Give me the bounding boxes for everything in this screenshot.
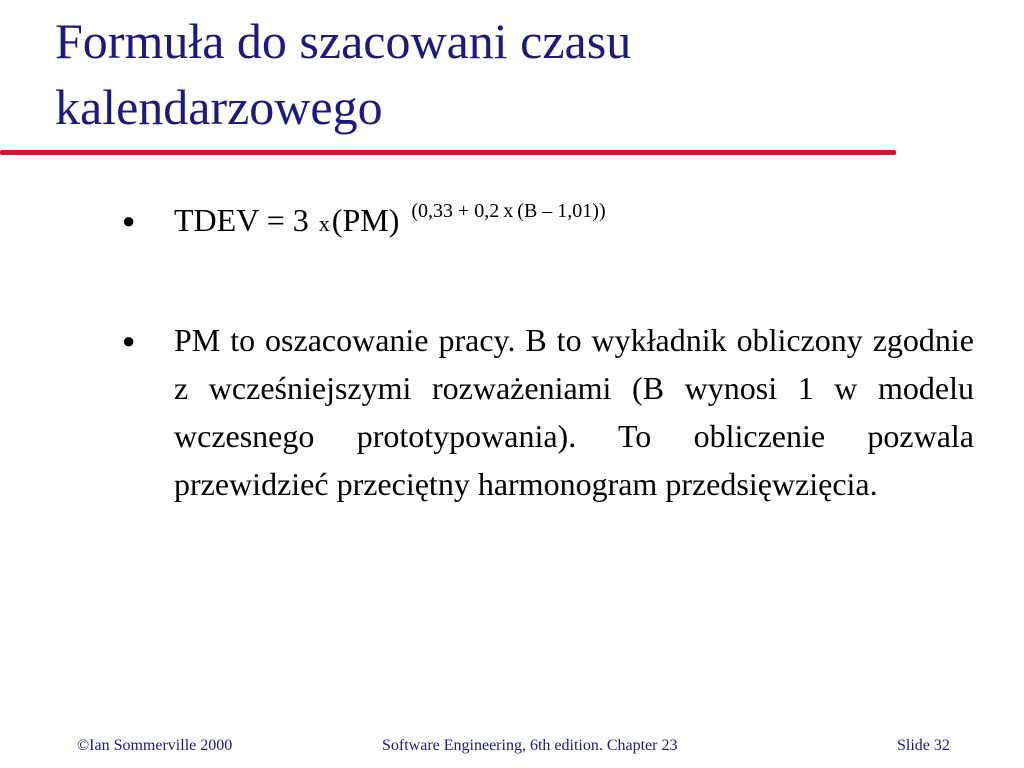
bullet-list	[118, 196, 974, 508]
formula-exponent	[411, 200, 605, 222]
slide-title: Formuła do szacowani czasu kalendarzowego	[55, 13, 632, 135]
description-text: PM to oszacowanie pracy. B to wykładnik obliczony zgodnie z wcześniejszymi rozważeniami (B wynosi 1 w modelu wczesnego prototypowania). To obliczenie pozwala przewidzieć przeciętny harmonogram przedsięwzięcia.	[174, 322, 974, 502]
title-underline	[0, 150, 896, 155]
exponent-start: (0,33 + 0,2	[411, 200, 500, 222]
exponent-times: x	[503, 200, 514, 222]
formula-lhs: TDEV = 3	[174, 202, 309, 238]
bullet-marker-icon: ●	[122, 328, 136, 353]
bullet-marker-icon: ●	[122, 208, 136, 233]
exponent-end: (B – 1,01))	[517, 200, 606, 222]
footer-copyright: ©Ian Sommerville 2000	[77, 737, 233, 754]
bullet-description	[118, 316, 974, 508]
formula-base: (PM)	[331, 202, 400, 238]
footer-course: Software Engineering, 6th edition. Chapter 23	[382, 737, 678, 754]
formula-times: x	[318, 211, 330, 236]
bullet-formula	[118, 196, 974, 249]
footer-slide-number: Slide 32	[897, 737, 950, 754]
